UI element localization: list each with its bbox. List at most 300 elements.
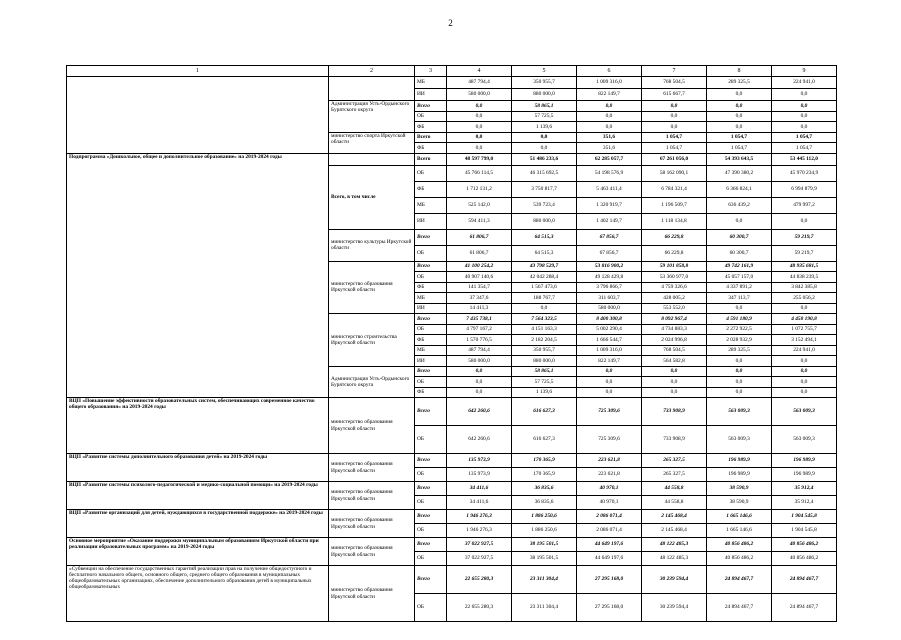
table-row	[67, 482, 837, 496]
value-cell: 351,6	[577, 132, 642, 143]
value-cell: 0,0	[577, 122, 642, 133]
source-cell: ОБ	[415, 594, 447, 622]
value-cell: 0,0	[707, 89, 772, 101]
value-cell: 311 603,7	[577, 293, 642, 304]
value-cell: 60 300,7	[707, 229, 772, 245]
value-cell: 40 970,1	[577, 496, 642, 510]
value-cell: 37 347,6	[447, 293, 512, 304]
value-cell: 41 100 254,2	[447, 261, 512, 272]
value-cell: 51 486 233,6	[512, 153, 577, 165]
program-title: ВЦП «Развитие системы психолого-педагогической и медико-социальной помощи» на 2019-2024 годы	[67, 482, 329, 510]
value-cell: 0,0	[447, 387, 512, 398]
source-cell: Всего	[415, 454, 447, 468]
value-cell: 0,0	[707, 303, 772, 314]
value-cell: 36 835,6	[512, 496, 577, 510]
value-cell: 44 558,8	[642, 496, 707, 510]
value-cell: 0,0	[772, 377, 837, 388]
value-cell: 196 989,9	[772, 454, 837, 468]
value-cell: 0,0	[447, 377, 512, 388]
value-cell: 2 024 996,8	[642, 335, 707, 346]
source-cell: Всего	[415, 366, 447, 377]
executor-cell: министерство спорта Иркутской области	[329, 132, 415, 153]
value-cell: 0,0	[447, 143, 512, 154]
value-cell: 42 042 288,4	[512, 272, 577, 283]
value-cell: 0,0	[447, 122, 512, 133]
value-cell: 2 028 932,9	[707, 335, 772, 346]
value-cell: 0,0	[707, 111, 772, 122]
value-cell: 0,0	[772, 356, 837, 367]
value-cell: 2 145 468,4	[642, 510, 707, 524]
value-cell: 67 261 056,0	[642, 153, 707, 165]
value-cell: 4 759 326,6	[642, 282, 707, 293]
source-cell: ИИ	[415, 89, 447, 101]
value-cell: 3 750 817,7	[512, 181, 577, 197]
value-cell: 196 989,9	[707, 468, 772, 482]
value-cell: 188 767,7	[512, 293, 577, 304]
value-cell: 1 054,7	[642, 132, 707, 143]
source-cell: МБ	[415, 77, 447, 89]
value-cell: 4 450 190,8	[772, 314, 837, 325]
value-cell: 0,0	[577, 387, 642, 398]
value-cell: 24 894 467,7	[772, 566, 837, 594]
column-header: 2	[329, 66, 415, 77]
value-cell: 289 325,5	[707, 77, 772, 89]
value-cell: 0,0	[577, 366, 642, 377]
value-cell: 45 766 114,5	[447, 165, 512, 181]
value-cell: 2 182 204,5	[512, 335, 577, 346]
value-cell: 1 666 544,7	[577, 335, 642, 346]
executor-cell: Администрация Усть-Ордынского Бурятского округа	[329, 101, 415, 133]
value-cell: 2 272 922,5	[707, 324, 772, 335]
value-cell: 44 838 239,5	[772, 272, 837, 283]
executor-cell	[329, 77, 415, 101]
source-cell: Всего	[415, 538, 447, 552]
value-cell: 5 002 290,4	[577, 324, 642, 335]
value-cell: 1 054,7	[642, 143, 707, 154]
value-cell: 23 311 304,4	[512, 566, 577, 594]
column-header: 6	[577, 66, 642, 77]
source-cell: ОБ	[415, 245, 447, 261]
value-cell: 563 009,3	[772, 426, 837, 454]
value-cell: 0,0	[642, 101, 707, 112]
value-cell: 1 139,6	[512, 387, 577, 398]
value-cell: 35 912,4	[772, 482, 837, 496]
value-cell: 1 320 919,7	[577, 197, 642, 213]
value-cell: 43 798 529,7	[512, 261, 577, 272]
value-cell: 196 989,9	[707, 454, 772, 468]
value-cell: 0,0	[512, 143, 577, 154]
value-cell: 0,0	[447, 366, 512, 377]
value-cell: 35 912,4	[772, 496, 837, 510]
executor-cell: министерство образования Иркутской области	[329, 510, 415, 538]
value-cell: 563 009,3	[707, 426, 772, 454]
column-header: 3	[415, 66, 447, 77]
source-cell: ФБ	[415, 387, 447, 398]
value-cell: 5 463 411,4	[577, 181, 642, 197]
value-cell: 34 411,6	[447, 482, 512, 496]
value-cell: 58 162 090,1	[642, 165, 707, 181]
value-cell: 67 856,7	[577, 229, 642, 245]
source-cell: ОБ	[415, 324, 447, 335]
value-cell: 45 057 157,0	[707, 272, 772, 283]
value-cell: 347 113,7	[707, 293, 772, 304]
value-cell: 4 591 180,9	[707, 314, 772, 325]
value-cell: 38 195 501,5	[512, 538, 577, 552]
value-cell: 64 515,3	[512, 229, 577, 245]
value-cell: 487 794,4	[447, 77, 512, 89]
value-cell: 0,0	[447, 101, 512, 112]
table-row	[67, 510, 837, 524]
table-row	[67, 398, 837, 426]
source-cell: Всего	[415, 482, 447, 496]
value-cell: 58 865,1	[512, 101, 577, 112]
value-cell: 40 856 486,2	[707, 538, 772, 552]
source-cell: ОБ	[415, 552, 447, 566]
value-cell: 47 390 380,2	[707, 165, 772, 181]
value-cell: 135 973,9	[447, 454, 512, 468]
value-cell: 539 723,4	[512, 197, 577, 213]
value-cell: 725 309,6	[577, 398, 642, 426]
value-cell: 48 935 681,5	[772, 261, 837, 272]
value-cell: 768 504,5	[642, 345, 707, 356]
value-cell: 45 970 234,9	[772, 165, 837, 181]
value-cell: 53 360 977,0	[642, 272, 707, 283]
value-cell: 8 092 967,4	[642, 314, 707, 325]
table-row	[67, 77, 837, 89]
value-cell: 0,0	[642, 377, 707, 388]
value-cell: 44 649 197,6	[577, 552, 642, 566]
source-cell: Всего	[415, 132, 447, 143]
value-cell: 1 009 316,0	[577, 77, 642, 89]
value-cell: 0,0	[577, 377, 642, 388]
value-cell: 0,0	[772, 122, 837, 133]
value-cell: 880 000,0	[512, 213, 577, 229]
value-cell: 0,0	[772, 213, 837, 229]
value-cell: 8 400 300,8	[577, 314, 642, 325]
value-cell: 54 198 576,9	[577, 165, 642, 181]
value-cell: 0,0	[772, 387, 837, 398]
column-header: 8	[707, 66, 772, 77]
source-cell: Всего	[415, 153, 447, 165]
value-cell: 37 022 927,5	[447, 552, 512, 566]
value-cell: 48 597 799,0	[447, 153, 512, 165]
value-cell: 880 000,0	[512, 356, 577, 367]
source-cell: ОБ	[415, 165, 447, 181]
value-cell: 224 941,0	[772, 345, 837, 356]
value-cell: 1 886 250,6	[512, 510, 577, 524]
value-cell: 0,0	[707, 366, 772, 377]
value-cell: 40 856 486,2	[772, 552, 837, 566]
value-cell: 822 149,7	[577, 89, 642, 101]
value-cell: 1 665 146,6	[707, 510, 772, 524]
value-cell: 1 665 146,6	[707, 524, 772, 538]
value-cell: 4 151 163,3	[512, 324, 577, 335]
header-row	[67, 66, 837, 77]
value-cell: 49 742 161,9	[707, 261, 772, 272]
value-cell: 37 022 927,5	[447, 538, 512, 552]
value-cell: 40 970,1	[577, 482, 642, 496]
value-cell: 1 009 316,0	[577, 345, 642, 356]
source-cell: МБ	[415, 293, 447, 304]
value-cell: 49 128 429,8	[577, 272, 642, 283]
value-cell: 24 894 467,7	[707, 594, 772, 622]
value-cell: 53 816 900,2	[577, 261, 642, 272]
table-row	[67, 538, 837, 552]
value-cell: 3 796 866,7	[577, 282, 642, 293]
value-cell: 22 655 280,3	[447, 594, 512, 622]
source-cell: Всего	[415, 566, 447, 594]
value-cell: 7 564 323,5	[512, 314, 577, 325]
value-cell: 59 101 858,8	[642, 261, 707, 272]
program-title: ВЦП «Развитие системы дополнительного образования детей» на 2019-2024 годы	[67, 454, 329, 482]
value-cell: 6 366 824,1	[707, 181, 772, 197]
source-cell: Всего	[415, 101, 447, 112]
value-cell: 255 056,2	[772, 293, 837, 304]
value-cell: 53 445 112,0	[772, 153, 837, 165]
value-cell: 553 552,0	[642, 303, 707, 314]
value-cell: 580 000,0	[447, 89, 512, 101]
source-cell: ФБ	[415, 122, 447, 133]
value-cell: 265 327,5	[642, 468, 707, 482]
value-cell: 563 009,3	[707, 398, 772, 426]
value-cell: 24 894 467,7	[772, 594, 837, 622]
value-cell: 58 865,1	[512, 366, 577, 377]
value-cell: 1 054,7	[707, 132, 772, 143]
source-cell: Всего	[415, 510, 447, 524]
column-header: 7	[642, 66, 707, 77]
value-cell: 4 797 167,2	[447, 324, 512, 335]
executor-cell: министерство образования Иркутской области	[329, 454, 415, 482]
value-cell: 1 072 755,7	[772, 324, 837, 335]
value-cell: 0,0	[642, 366, 707, 377]
value-cell: 44 649 197,6	[577, 538, 642, 552]
value-cell: 223 621,8	[577, 468, 642, 482]
program-title: Основное мероприятие «Оказание поддержки муниципальным образованиям Иркутской области при реализации образовательных программ» на 2019-2024 годы	[67, 538, 329, 566]
value-cell: 48 122 485,3	[642, 552, 707, 566]
page-number: 2	[448, 18, 453, 28]
value-cell: 170 365,9	[512, 468, 577, 482]
value-cell: 61 806,7	[447, 245, 512, 261]
value-cell: 57 725,5	[512, 377, 577, 388]
source-cell: Всего	[415, 398, 447, 426]
value-cell: 1 054,7	[707, 143, 772, 154]
subprogram-title: Подпрограмма «Дошкольное, общее и дополнительное образование» на 2019-2024 годы	[67, 153, 329, 398]
value-cell: 350 955,7	[512, 77, 577, 89]
executor-cell: министерство образования Иркутской области	[329, 398, 415, 454]
value-cell: 580 000,0	[577, 303, 642, 314]
value-cell: 62 285 057,7	[577, 153, 642, 165]
value-cell: 1 904 545,8	[772, 524, 837, 538]
value-cell: 642 260,6	[447, 398, 512, 426]
value-cell: 0,0	[772, 101, 837, 112]
value-cell: 36 835,6	[512, 482, 577, 496]
executor-cell	[329, 153, 415, 165]
value-cell: 0,0	[577, 111, 642, 122]
value-cell: 6 784 321,4	[642, 181, 707, 197]
value-cell: 428 005,2	[642, 293, 707, 304]
executor-cell: министерство образования Иркутской области	[329, 538, 415, 566]
executor-cell: министерство строительства Иркутской области	[329, 314, 415, 367]
value-cell: 563 009,3	[772, 398, 837, 426]
column-header: 5	[512, 66, 577, 77]
value-cell: 2 086 071,4	[577, 524, 642, 538]
executor-cell: министерство образования Иркутской области	[329, 261, 415, 314]
value-cell: 7 435 738,1	[447, 314, 512, 325]
value-cell: 733 908,9	[642, 398, 707, 426]
value-cell: 1 712 131,2	[447, 181, 512, 197]
value-cell: 224 941,0	[772, 77, 837, 89]
value-cell: 1 886 250,6	[512, 524, 577, 538]
total-label: Всего, в том числе	[329, 165, 415, 229]
value-cell: 615 667,7	[642, 89, 707, 101]
value-cell: 580 000,0	[447, 356, 512, 367]
value-cell: 170 365,9	[512, 454, 577, 468]
value-cell: 0,0	[447, 132, 512, 143]
source-cell: ОБ	[415, 524, 447, 538]
value-cell: 40 856 486,2	[707, 552, 772, 566]
source-cell: Всего	[415, 314, 447, 325]
value-cell: 289 325,5	[707, 345, 772, 356]
value-cell: 38 195 501,5	[512, 552, 577, 566]
value-cell: 725 309,6	[577, 426, 642, 454]
value-cell: 0,0	[512, 132, 577, 143]
source-cell: ОБ	[415, 111, 447, 122]
value-cell: 636 439,2	[707, 197, 772, 213]
value-cell: 66 229,8	[642, 245, 707, 261]
value-cell: 57 725,5	[512, 111, 577, 122]
program-title: «Субвенции на обеспечение государственных гарантий реализации прав на получение общедоступного и бесплатного начального общего, основного общего, среднего общего образования в муниципальных общеобразовательных организациях, обеспечение дополнительного образования детей в муниципальных общеобразовательных	[67, 566, 329, 622]
program-title: ВЦП «Повышение эффективности образовательных систем, обеспечивающих современное качество общего образования» на 2019-2024 годы	[67, 398, 329, 454]
value-cell: 64 515,3	[512, 245, 577, 261]
value-cell: 0,0	[772, 366, 837, 377]
value-cell: 733 908,9	[642, 426, 707, 454]
value-cell: 0,0	[772, 303, 837, 314]
value-cell: 2 145 468,4	[642, 524, 707, 538]
program-cell	[67, 77, 329, 154]
value-cell: 24 894 467,7	[707, 566, 772, 594]
value-cell: 487 794,4	[447, 345, 512, 356]
source-cell: ОБ	[415, 377, 447, 388]
value-cell: 0,0	[707, 213, 772, 229]
value-cell: 141 354,7	[447, 282, 512, 293]
value-cell: 350 955,7	[512, 345, 577, 356]
value-cell: 0,0	[707, 101, 772, 112]
executor-cell: Администрация Усть-Ордынского Бурятского округа	[329, 366, 415, 398]
source-cell: ФБ	[415, 181, 447, 197]
program-title: ВЦП «Развитие организаций для детей, нуждающихся в государственной поддержке» на 2019-2024 годы	[67, 510, 329, 538]
value-cell: 4 337 891,2	[707, 282, 772, 293]
value-cell: 30 239 594,4	[642, 594, 707, 622]
value-cell: 1 570 776,5	[447, 335, 512, 346]
source-cell: Всего	[415, 229, 447, 245]
source-cell: ФБ	[415, 143, 447, 154]
value-cell: 525 142,0	[447, 197, 512, 213]
value-cell: 351,6	[577, 143, 642, 154]
value-cell: 564 582,8	[642, 356, 707, 367]
column-header: 9	[772, 66, 837, 77]
value-cell: 54 393 643,5	[707, 153, 772, 165]
value-cell: 34 411,6	[447, 496, 512, 510]
value-cell: 196 989,9	[772, 468, 837, 482]
value-cell: 1 946 276,3	[447, 524, 512, 538]
value-cell: 23 311 304,4	[512, 594, 577, 622]
value-cell: 594 411,3	[447, 213, 512, 229]
value-cell: 0,0	[512, 303, 577, 314]
budget-table	[66, 65, 837, 622]
source-cell: ОБ	[415, 496, 447, 510]
value-cell: 616 627,3	[512, 426, 577, 454]
value-cell: 0,0	[642, 122, 707, 133]
value-cell: 822 149,7	[577, 356, 642, 367]
value-cell: 44 558,8	[642, 482, 707, 496]
value-cell: 0,0	[772, 89, 837, 101]
value-cell: 48 122 485,3	[642, 538, 707, 552]
value-cell: 0,0	[772, 111, 837, 122]
table-row	[67, 153, 837, 165]
value-cell: 0,0	[707, 356, 772, 367]
executor-cell: министерство образования Иркутской области	[329, 482, 415, 510]
value-cell: 1 054,7	[772, 132, 837, 143]
value-cell: 40 856 486,2	[772, 538, 837, 552]
table-row	[67, 454, 837, 468]
value-cell: 768 504,5	[642, 77, 707, 89]
value-cell: 265 327,5	[642, 454, 707, 468]
source-cell: МБ	[415, 345, 447, 356]
value-cell: 66 229,8	[642, 229, 707, 245]
value-cell: 479 997,2	[772, 197, 837, 213]
source-cell: МБ	[415, 197, 447, 213]
value-cell: 3 842 385,8	[772, 282, 837, 293]
source-cell: ОБ	[415, 272, 447, 283]
value-cell: 27 295 168,0	[577, 566, 642, 594]
value-cell: 22 655 280,3	[447, 566, 512, 594]
value-cell: 14 411,3	[447, 303, 512, 314]
value-cell: 0,0	[642, 387, 707, 398]
value-cell: 1 946 276,3	[447, 510, 512, 524]
value-cell: 0,0	[577, 101, 642, 112]
column-header: 1	[67, 66, 329, 77]
source-cell: Всего	[415, 261, 447, 272]
value-cell: 40 907 140,6	[447, 272, 512, 283]
value-cell: 46 315 692,5	[512, 165, 577, 181]
value-cell: 135 973,9	[447, 468, 512, 482]
value-cell: 67 856,7	[577, 245, 642, 261]
value-cell: 6 994 879,9	[772, 181, 837, 197]
value-cell: 4 734 883,3	[642, 324, 707, 335]
source-cell: ИИ	[415, 356, 447, 367]
value-cell: 27 295 168,0	[577, 594, 642, 622]
value-cell: 60 300,7	[707, 245, 772, 261]
value-cell: 2 086 071,4	[577, 510, 642, 524]
source-cell: ОБ	[415, 468, 447, 482]
value-cell: 0,0	[642, 111, 707, 122]
value-cell: 1 567 473,6	[512, 282, 577, 293]
source-cell: ФБ	[415, 282, 447, 293]
value-cell: 3 152 494,1	[772, 335, 837, 346]
value-cell: 59 219,7	[772, 245, 837, 261]
executor-cell: министерство культуры Иркутской области	[329, 229, 415, 261]
table-row	[67, 566, 837, 594]
value-cell: 38 590,9	[707, 482, 772, 496]
value-cell: 30 239 594,4	[642, 566, 707, 594]
column-header: 4	[447, 66, 512, 77]
value-cell: 0,0	[707, 387, 772, 398]
value-cell: 0,0	[447, 111, 512, 122]
value-cell: 1 196 509,7	[642, 197, 707, 213]
source-cell: ОБ	[415, 426, 447, 454]
value-cell: 59 219,7	[772, 229, 837, 245]
source-cell: ИИ	[415, 303, 447, 314]
